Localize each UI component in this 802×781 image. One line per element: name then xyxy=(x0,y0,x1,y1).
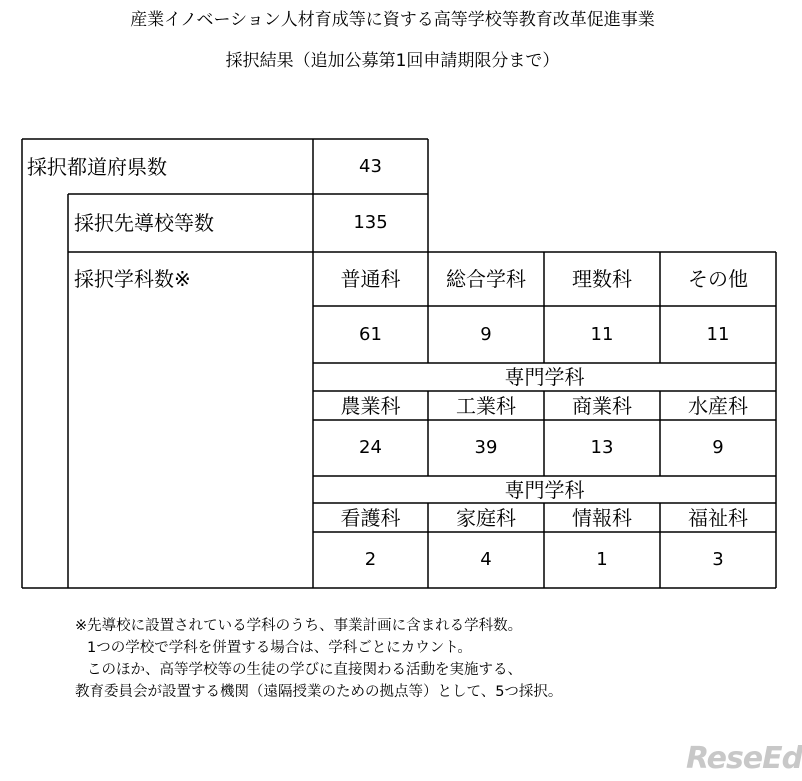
subject-count: 2 xyxy=(364,549,377,570)
subject-header: 農業科 xyxy=(340,393,401,418)
specialized-group-label: 専門学科 xyxy=(504,477,585,502)
subject-count: 9 xyxy=(712,437,724,458)
subject-header: その他 xyxy=(688,267,748,291)
watermark-logo: ReseEd xyxy=(686,741,802,776)
subject-header: 水産科 xyxy=(688,393,748,418)
subjects-label: 採択学科数※ xyxy=(74,267,191,291)
subject-count: 11 xyxy=(590,323,614,345)
subject-count: 61 xyxy=(359,323,382,345)
subject-count: 9 xyxy=(480,323,492,345)
footnote-line: 教育委員会が設置する機関（遠隔授業のための拠点等）として、5つ採択。 xyxy=(75,684,563,700)
subject-header: 理数科 xyxy=(572,267,632,291)
footnote-line: ※先導校に設置されている学科のうち、事業計画に含まれる学科数。 xyxy=(75,618,523,634)
subject-header: 看護科 xyxy=(340,505,401,530)
schools-value: 135 xyxy=(353,212,388,233)
footnotes xyxy=(75,615,562,703)
subject-header: 普通科 xyxy=(340,267,401,291)
subject-count: 39 xyxy=(474,437,498,458)
subject-count: 13 xyxy=(590,437,614,458)
footnote-line: 1つの学校で学科を併置する場合は、学科ごとにカウント。 xyxy=(87,640,472,656)
prefectures-value: 43 xyxy=(359,155,382,177)
subject-count: 4 xyxy=(480,549,492,570)
subject-header: 工業科 xyxy=(456,393,516,418)
schools-label: 採択先導校等数 xyxy=(74,211,214,235)
subject-count: 11 xyxy=(706,323,730,345)
subject-header: 家庭科 xyxy=(456,505,516,530)
page-title: 産業イノベーション人材育成等に資する高等学校等教育改革促進事業 xyxy=(130,10,655,30)
subject-count: 3 xyxy=(712,549,724,570)
subject-count: 1 xyxy=(596,549,608,570)
subject-header: 情報科 xyxy=(572,505,632,530)
footnote-line: このほか、高等学校等の生徒の学びに直接関わる活動を実施する、 xyxy=(87,662,522,678)
subject-header: 総合学科 xyxy=(446,267,526,291)
prefectures-label: 採択都道府県数 xyxy=(27,154,167,179)
subject-count: 24 xyxy=(359,437,382,458)
subject-header: 商業科 xyxy=(572,393,632,418)
page-subtitle: 採択結果（追加公募第1回申請期限分まで） xyxy=(225,51,560,71)
subject-header: 福祉科 xyxy=(688,505,748,530)
specialized-group-label: 専門学科 xyxy=(504,365,585,389)
